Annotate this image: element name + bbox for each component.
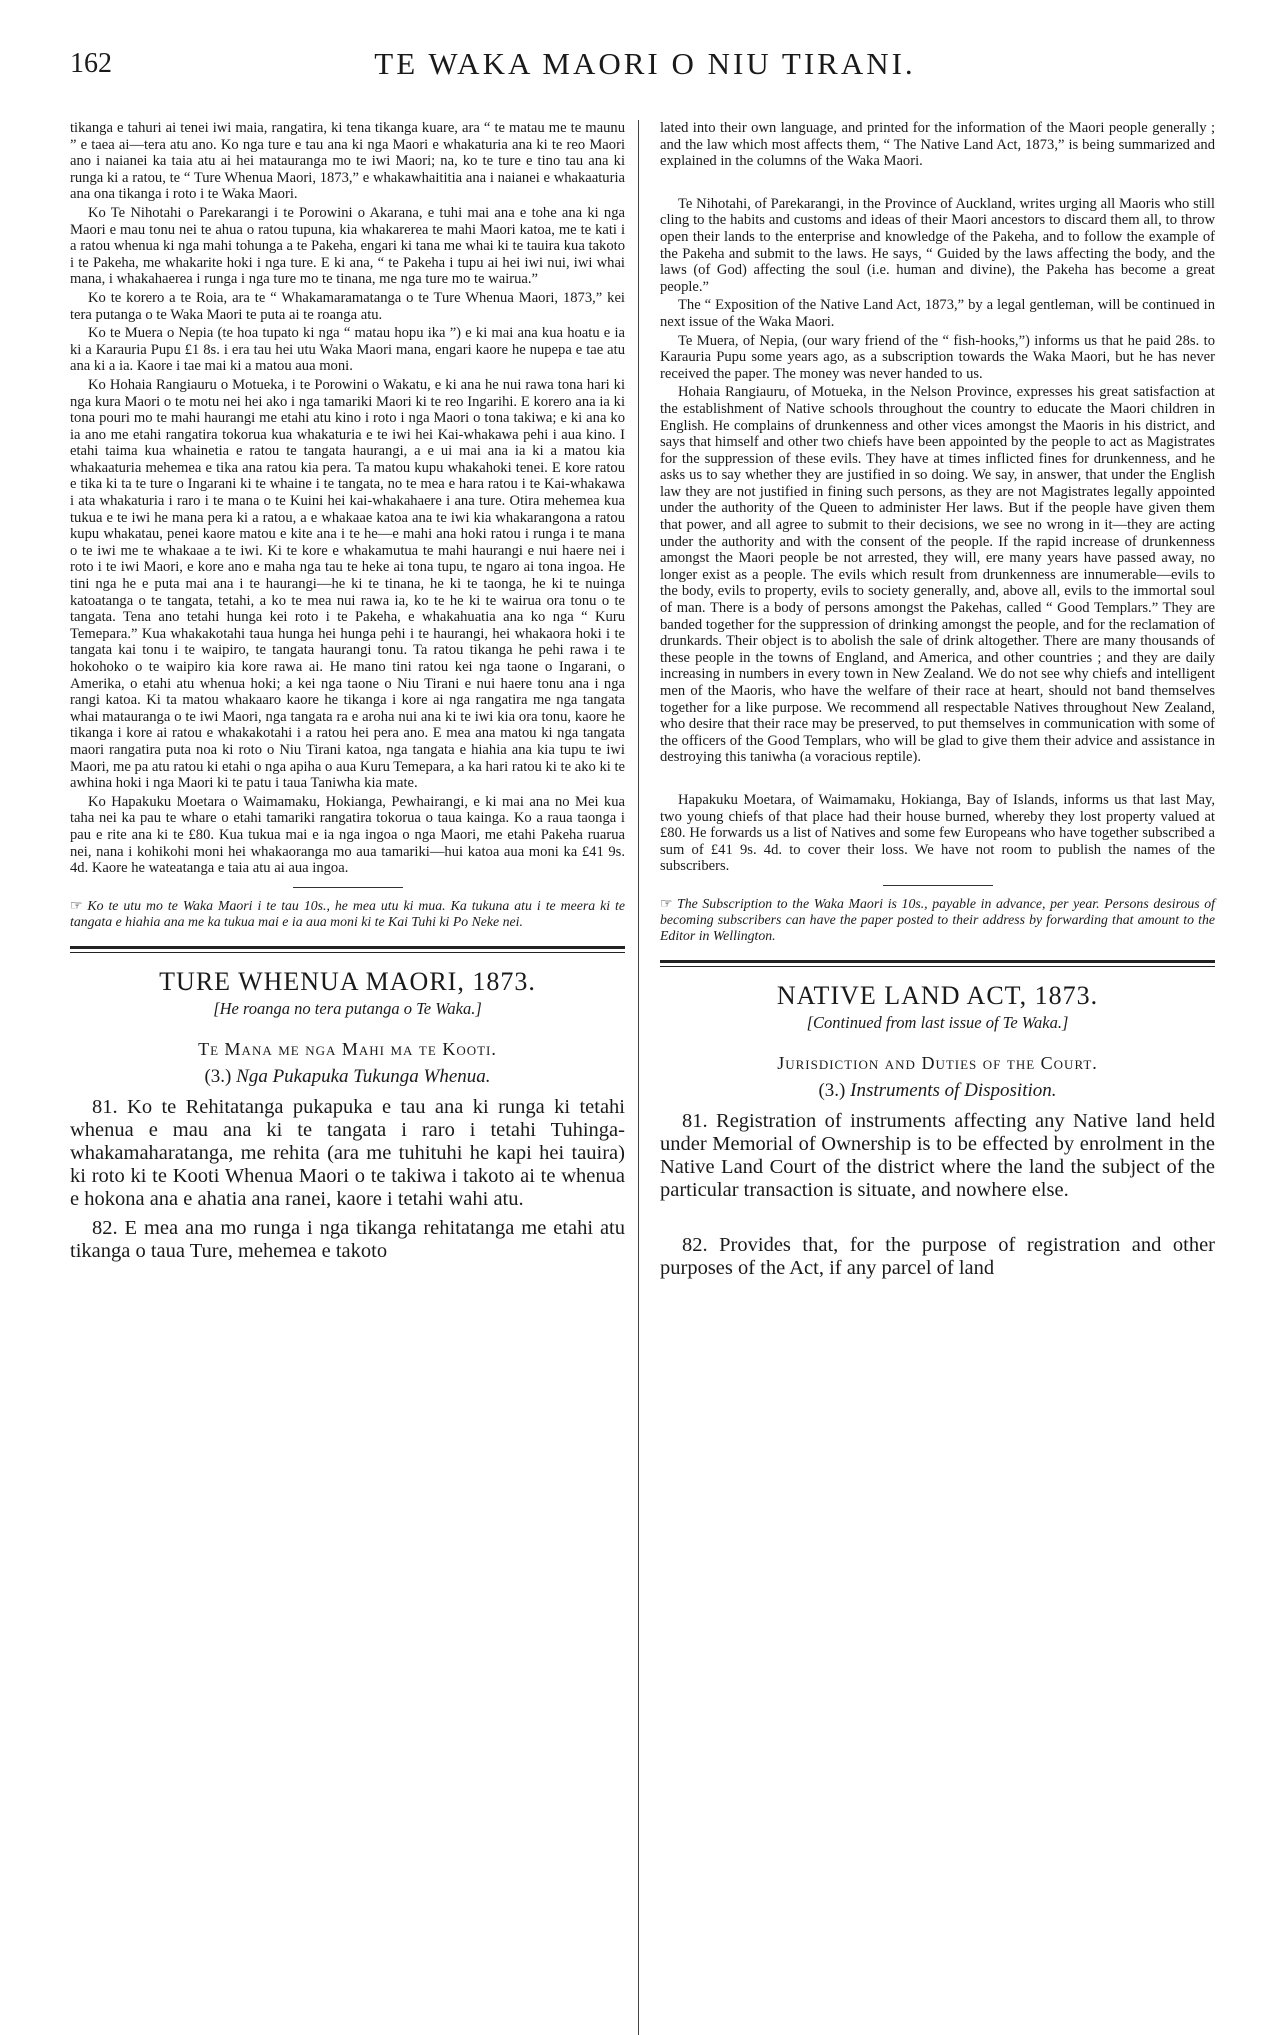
section-heading: Te Mana me nga Mahi ma te Kooti. <box>198 1038 497 1059</box>
paragraph: Ko te korero a te Roia, ara te “ Whakamaramatanga o te Ture Whenua Maori, 1873,” kei tera putanga o te Waka Maori te puta ai te roanga atu. <box>70 289 625 323</box>
section-title: TURE WHENUA MAORI, 1873. <box>159 966 536 996</box>
section-heading: Jurisdiction and Duties of the Court. <box>777 1052 1098 1073</box>
section-subtitle: [He roanga no tera putanga o Te Waka.] <box>213 998 482 1018</box>
short-rule <box>883 885 993 886</box>
pointing-hand-icon: ☞ <box>660 895 673 911</box>
subsection-number: (3.) <box>204 1065 232 1087</box>
subscription-note-text: The Subscription to the Waka Maori is 10s., payable in advance, per year. Persons desirous of becoming subscribers can have the paper posted to their address by forwarding that amount to the Editor in Wellington. <box>660 895 1216 943</box>
paragraph: Te Nihotahi, of Parekarangi, in the Province of Auckland, writes urging all Maoris who still cling to the habits and customs and ideas of their Maori ancestors to discard them all, to throw open their lands to the enterprise and knowledge of the Pakeha, and to follow the example of the Pakeha and submit to the laws. He says, “ Guided by the laws affecting the body, and the laws (of God) affecting the soul (i.e. human and divine), the Pakeha has become a great people.” <box>660 195 1215 295</box>
subscription-note <box>70 898 625 930</box>
section-rule <box>660 960 1215 967</box>
paragraph: Hohaia Rangiauru, of Motueka, in the Nelson Province, expresses his great satisfaction at the establishment of Native schools throughout the country to educate the Maori children in English. He complains of drunkenness and other vices amongst the Maoris in his district, and says that himself and other two chiefs have been appointed by the people to act as Magistrates for the suppression of these evils. They have at times inflicted fines for drunkenness, and he asks us to say whether they are justified in so doing. We say, in answer, that under the English law they are not justified in fining such persons, as they are not Magistrates legally appointed under the authority of the Queen to administer Her laws. But if the people have given them that power, and all agree to submit to their decisions, we see no wrong in it—they are acting under the authority and with the consent of the people. If the rapid increase of drunkenness amongst the Maori people be not arrested, they will, ere many years have passed away, no longer exist as a people. The evils which result from drunkenness are innumerable—evils to the body, evils to property, evils to society generally, and, above all, evils to the immortal soul of man. There is a body of persons amongst the Pakehas, called “ Good Templars.” They are banded together for the suppression of drinking amongst the people, and for the reclamation of drunkards. Their object is to abolish the sale of drink altogether. There are many thousands of these people in the towns of England, and America, and other countries ; and they are daily increasing in numbers in every town in New Zealand. We do not see why chiefs and intelligent men of the Maoris, who have the welfare of their race at heart, should not band themselves together for a like purpose. We recommend all respectable Natives throughout New Zealand, who desire that their race may be preserved, to put themselves in communication with some of the officers of the Good Templars, who will be glad to give them their advice and assistance in destroying this taniwha (a voracious reptile). <box>660 384 1215 766</box>
paragraph: Ko Hapakuku Moetara o Waimamaku, Hokianga, Pewhairangi, e ki mai ana no Mei kua taha nei ka pau te whare o etahi tamariki rangatira tokorua o taua kainga. Ko a raua taonga i pau e rite ana ki te £80. Kua tukua mai e ia nga ingoa o nga Maori, me etahi Pakeha ruarua nei, nana i kohikohi moni hei whakaoranga mo aua tamariki—hui katoa aua moni ka £41 9s. 4d. Kaore he wateatanga e taia atu ai aua ingoa. <box>70 793 625 877</box>
subscription-note-text: Ko te utu mo te Waka Maori i te tau 10s., he mea utu ki mua. Ka tukuna atu i te meera ki te tangata e hiahia ana me ka tukua mai e ia aua moni ki te Kai Tuhi ki Po Neke nei. <box>70 897 626 929</box>
page-number: 162 <box>70 48 112 79</box>
paragraph: tikanga e tahuri ai tenei iwi maia, rangatira, ki tena tikanga kuare, ara “ te matau me te maunu ” e taea ai—tera atu ano. Ko nga ture e tau ana ki nga Maori e whakaturia ana ki te reo Maori ano i naianei ka taia atu ai hei matauranga mo te iwi Maori; na, ko te ture e tino tau ana ki runga ki a ratou, te “ Ture Whenua Maori, 1873,” e whakawhaititia ana i naianei e whakaaturia ana ona tikanga i roto i te Waka Maori. <box>70 120 625 203</box>
paragraph: Ko te Muera o Nepia (te hoa tupato ki nga “ matau hopu ika ”) e ki mai ana kua hoatu e ia ki a Karauria Pupu £1 8s. i era tau hei utu Waka Maori mana, engari kaore he nupepa e tae atu ana ki a ia. Kaore i tae mai ki a matou aua moni. <box>70 325 625 375</box>
section-subtitle: [Continued from last issue of Te Waka.] <box>806 1012 1069 1032</box>
section-title: NATIVE LAND ACT, 1873. <box>776 980 1099 1010</box>
column-divider <box>638 120 639 2035</box>
subsection-title: Nga Pukapuka Tukunga Whenua. <box>236 1065 491 1087</box>
section-rule <box>70 946 625 953</box>
subscription-note <box>660 896 1215 944</box>
clause-82: 82. Provides that, for the purpose of registration and other purposes of the Act, if any parcel of land <box>660 1233 1215 1279</box>
subsection-heading <box>70 1066 625 1088</box>
subsection-number: (3.) <box>818 1079 846 1101</box>
paragraph: Te Muera, of Nepia, (our wary friend of the “ fish-hooks,”) informs us that he paid 28s. to Karauria Pupu some years ago, as a subscription towards the Waka Maori, but he has never received the paper. The money was never handed to us. <box>660 332 1215 382</box>
paragraph: Ko Te Nihotahi o Parekarangi i te Porowini o Akarana, e tuhi mai ana e tohe ana ki nga Maori e mau tonu nei te ahua o ratou tupuna, kia whakarerea te mahi Maori katoa, me te kati i a ratou whenua ki nga mahi tohunga a te Pakeha, engari ki tana me whai ki te tauira kua takoto i te Pakeha, me whakarite hoki i nga ture. E ki ana, “ te Pakeha i tupu ai hei iwi nui, iwi whai mana, i whakahaerea i runga i nga ture mo te tinana, me nga ture mo te wairua.” <box>70 204 625 288</box>
page-header <box>70 40 1220 92</box>
paragraph: Hapakuku Moetara, of Waimamaku, Hokianga, Bay of Islands, informs us that last May, two young chiefs of that place had their house burned, whereby they lost property valued at £80. He forwards us a list of Natives and some few Europeans who have together subscribed a sum of £41 9s. 4d. to cover their loss. We have not room to publish the names of the subscribers. <box>660 791 1215 875</box>
maori-column <box>70 120 625 1267</box>
english-column <box>660 120 1215 1284</box>
paragraph: lated into their own language, and printed for the information of the Maori people generally ; and the law which most affects them, “ The Native Land Act, 1873,” is being summarized and explained in the columns of the Waka Maori. <box>660 120 1215 170</box>
subsection-title: Instruments of Disposition. <box>850 1079 1057 1101</box>
newspaper-page <box>70 40 1220 2020</box>
short-rule <box>293 887 403 888</box>
pointing-hand-icon: ☞ <box>70 897 83 913</box>
clause-82: 82. E mea ana mo runga i nga tikanga rehitatanga me etahi atu tikanga o taua Ture, mehemea e takoto <box>70 1216 625 1262</box>
paragraph: The “ Exposition of the Native Land Act, 1873,” by a legal gentleman, will be continued in next issue of the Waka Maori. <box>660 297 1215 330</box>
running-title: TE WAKA MAORI O NIU TIRANI. <box>374 46 916 81</box>
subsection-heading <box>660 1080 1215 1102</box>
clause-81: 81. Registration of instruments affecting any Native land held under Memorial of Ownership is to be effected by enrolment in the Native Land Court of the district where the land the subject of the particular transaction is situate, and nowhere else. <box>660 1109 1215 1201</box>
clause-81: 81. Ko te Rehitatanga pukapuka e tau ana ki runga ki tetahi whenua e mau ana ki te tangata i raro i tetahi Tuhinga-whakamaharatanga, me rehita (ara me tuhituhi he kapi hei tauira) ki roto ki te Kooti Whenua Maori o te takiwa i takoto ai te whenua e hokona ana e ahatia ana ranei, kaore i tetahi wahi atu. <box>70 1095 625 1210</box>
paragraph: Ko Hohaia Rangiauru o Motueka, i te Porowini o Wakatu, e ki ana he nui rawa tona hari ki nga kura Maori o te motu nei hei ako i nga tamariki Maori ki te reo Ingarihi. E korero ana ia ki tona pouri mo te mahi haurangi me etahi atu kino i roto i nga Maori o tona takiwa; e ki ana ko ia ano me etahi rangatira tokorua kua whakaturia e te iwi hei Kai-whakawa pehi i aua kino. I etahi taima kua whainetia e ratou te tangata haurangi, a e ui mai ana ia ki a matou kia whakaaturia mehemea e tika ana ratou kia pera. Ta matou kupu whakahoki tenei. E kore ratou e tika ki ta te ture o Ingarani ki te whaine i te tangata, no te mea e hara ratou i te Kai-whakawa i ata whakaturia i raro i te mana o te Kuini hei kai-whakahaere i ana ture. Otira mehemea kua tukua e te iwi he mana pera ki a ratou, a e whakaae katoa ana te iwi kia whakarangona a ratou kupu whakatau, penei kaore matou e kite ana i te he—e mahi ana hoki ratou i runga i te mana o te iwi me te whakaae a te iwi. Ki te kore e whakamutua te mahi haurangi e nui haere nei i roto i te iwi Maori, e kore ano e maha nga tau te heke ai tona tupu, te ngaro ai tona ingoa. He tini nga he e puta mai ana i te haurangi—he ki te tinana, he ki te taonga, he ki te nuinga katoatanga o te tangata, tetahi, a ko te mea nui rawa ia, ko te he ki te wairua ora tonu o te tangata. Tena ano tetahi hunga kei roto i te Pakeha, e whakahuatia ana ko nga “ Kuru Temepara.” Kua whakakotahi taua hunga hei hunga pehi i te haurangi, hei whakaora hoki i te tangata kai tonu i te waipiro, te tangata haurangi tonu. Ta ratou tikanga he pehi rawa i te hokohoko o te waipiro kia kore rawa ai. He mano tini ratou kei nga taone o Ingarani, o Amerika, o etahi atu whenua hoki; a kei nga taone o Niu Tirani e nui haere tonu ana i nga rangi katoa. Ki ta matou whakaaro kaore he tikanga i kore ai nga rangatira me nga tangata whai matauranga o te iwi Maori, nga tangata ra e aroha nui ana ki te iwi kia ora tonu, kaore he tikanga i kore ai ratou e whakakotahi i a ratou hei pera ano. E mea ana matou ki nga tangata maori rangatira puta noa ki roto o Niu Tirani katoa, nga tangata e hiahia ana kia tupu te iwi Maori, me pa atu ratou ki etahi o nga apiha o aua Kuru Temepara, a ka hari ratou ki te ako ki te awhina hoki i nga Maori ki te patu i taua Taniwha kia mate. <box>70 376 625 792</box>
